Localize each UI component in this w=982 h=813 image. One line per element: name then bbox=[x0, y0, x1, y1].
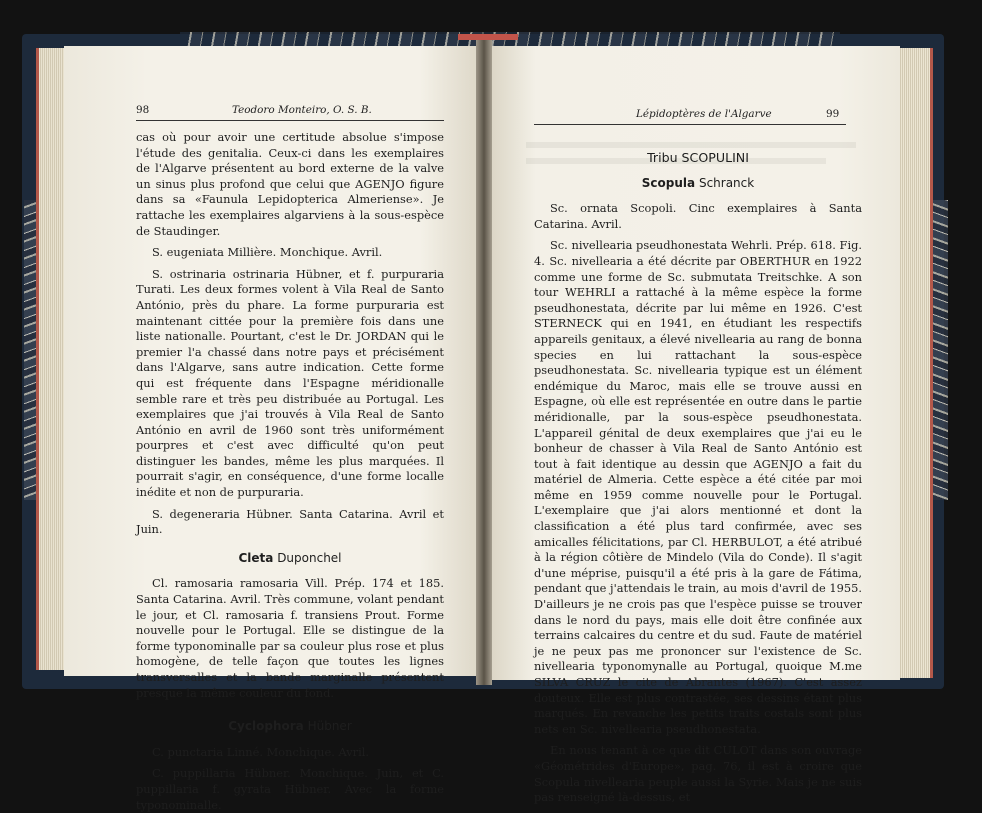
page-edges-right bbox=[898, 48, 933, 678]
paragraph: Sc. nivellearia pseudhonestata Wehrli. Prép. 618. Fig. 4. Sc. nivellearia a été décrite par OBERTHUR en 1922 comme une forme de Sc. submutata Treitschke. A son tour WEHRLI a rattaché à la même espèce la forme pseudhonestata, décrite par lui même en 1926. C'est STERNECK qui en 1941, en étudiant les respectifs appareils genitaux, a élevé nivellearia au rang de bonna species en lui rattachant la sous-espèce pseudhonestata. Sc. nivellearia typique est un élément endémique du Maroc, mais elle se trouve aussi en Espagne, où elle est représentée en outre dans le partie méridionalle, par la sous-espèce pseudhonestata. L'appareil génital de deux exemplaires que j'ai eu le bonheur de chasser à Vila Real de Santo António est tout à fait identique au dessin que AGENJO a fait du matériel de Almeria. Cette espèce a été citée par moi même en 1959 comme nouvelle pour le Portugal. L'exemplaire que j'ai alors mentionné et dont la classification a été plus tard confirmée, avec ses amicalles félicitations, par Cl. HERBULOT, a été atribué à la région côtière de Mindelo (Vila do Conde). Il s'agit d'une méprise, puisqu'il a été pris à la gare de Fátima, pendant que j'attendais le train, au mois d'avril de 1955. D'ailleurs je ne crois pas que l'espèce puisse se trouver dans le nord du pays, mais elle doit être confinée aux terrains calcaires du centre et du sud. Faute de matériel je ne peux pas me prononcer sur l'existence de Sc. nivellearia typonomynalle au Portugal, quoique M.me SILVA CRUZ le cite de Abrantes (1967). C'est assez douteux. Elle est plus contrastée, ses dessins étant plus marqués. En revanche les petits traits costals sont plus nets en Sc. nivellearia pseudhonestata. bbox=[534, 238, 862, 736]
tribe-heading: Tribu SCOPULINI bbox=[647, 150, 749, 165]
right-page bbox=[486, 46, 900, 805]
section-heading-cyclophora bbox=[136, 719, 444, 735]
left-running-head: Teodoro Monteiro, O. S. B. bbox=[232, 104, 372, 116]
left-page-number: 98 bbox=[136, 104, 150, 116]
left-page-body bbox=[136, 130, 444, 813]
bleed-through bbox=[526, 142, 856, 148]
left-page bbox=[64, 46, 482, 812]
paragraph: Cl. ramosaria ramosaria Vill. Prép. 174 et 185. Santa Catarina. Avril. Très commune, volant pendant le jour, et Cl. ramosaria f. transiens Prout. Forme nouvelle pour le Portugal. Elle se distingue de la forme typonominalle par sa couleur plus rose et plus homogène, de telle façon que toutes les lignes transversalles et la bande marginalle présentent presque la même couleur du fond. bbox=[136, 576, 444, 700]
left-header-rule bbox=[136, 120, 444, 121]
genus-author: Duponchel bbox=[277, 550, 342, 565]
paragraph: S. eugeniata Millière. Monchique. Avril. bbox=[152, 245, 383, 260]
paragraph: Sc. ornata Scopoli. Cinc exemplaires à Santa Catarina. Avril. bbox=[534, 201, 862, 231]
section-heading-cleta bbox=[136, 551, 444, 567]
genus-author: Hübner bbox=[307, 719, 352, 734]
paragraph: C. puppillaria Hübner. Monchique. Juin, et C. puppillaria f. gyrata Hübner. Avec la forme typonominalle. bbox=[136, 766, 444, 812]
paragraph: En nous tenant à ce que dit CULOT dans son ouvrage «Géométrides d'Europe», pag. 76, il est à croire que Scopula nivellearia peuple aussi la Syrie. Mais je ne suis pas renseigné là-dessus, et bbox=[534, 743, 862, 805]
genus-author: Schranck bbox=[698, 175, 755, 190]
paragraph: cas où pour avoir une certitude absolue s'impose l'étude des genitalia. Ceux-ci dans les exemplaires de l'Algarve présentent au bord externe de la valve un sinus plus profond que celui que AGENJO figure dans sa «Faunula Lepidopterica Almeriense». Je rattache les exemplaires algarviens à la sous-espèce de Staudinger. bbox=[136, 130, 444, 238]
paragraph: C. punctaria Linné. Monchique. Avril. bbox=[152, 744, 369, 759]
section-heading-scopula bbox=[534, 176, 862, 192]
right-page-body bbox=[534, 150, 862, 806]
right-header-rule bbox=[534, 124, 846, 125]
genus-name: Cyclophora bbox=[228, 719, 304, 734]
right-running-head: Lépidoptères de l'Algarve bbox=[636, 108, 772, 120]
genus-name: Scopula bbox=[641, 175, 696, 190]
paragraph: S. ostrinaria ostrinaria Hübner, et f. purpuraria Turati. Les deux formes volent à Vila Real de Santo António, près du phare. La forme purpuraria est maintenant cittée pour la première fois dans une liste nationalle. Pourtant, c'est le Dr. JORDAN qui le premier l'a chassé dans notre pays et précisément dans l'Algarve, sans autre indication. Cette forme qui est fréquente dans l'Espagne méridionalle semble rare et très peu distribuée au Portugal. Les exemplaires que j'ai trouvés à Vila Real de Santo António en avril de 1960 sont très uniformément pourpres et c'est avec difficulté qu'on peut distinguer les bandes, même les plus marquées. Il pourrait s'agir, en conséquence, d'une forme localle inédite et non de purpuraria. bbox=[136, 266, 444, 500]
book-gutter bbox=[476, 40, 492, 685]
genus-name: Cleta bbox=[238, 550, 274, 565]
right-page-number: 99 bbox=[826, 108, 840, 120]
paragraph: S. degeneraria Hübner. Santa Catarina. Avril et Juin. bbox=[136, 506, 444, 537]
